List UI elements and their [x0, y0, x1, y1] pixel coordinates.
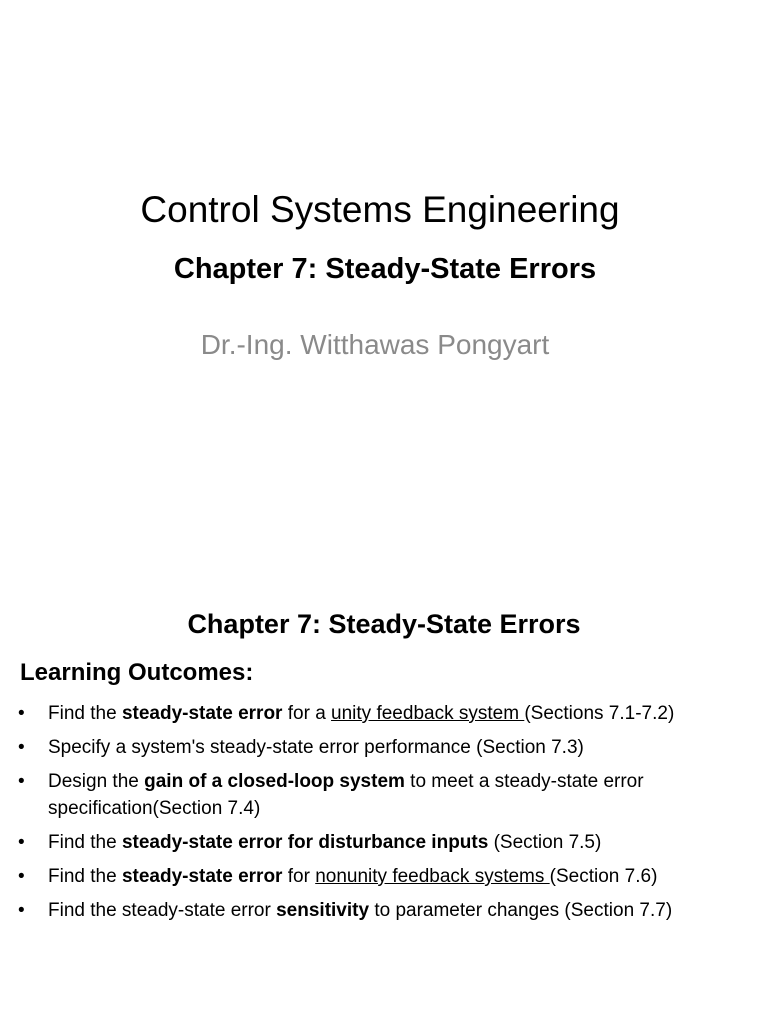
- underlined-text: unity feedback system: [331, 703, 525, 724]
- list-item: [18, 734, 758, 761]
- author-name: Dr.-Ing. Witthawas Pongyart: [200, 329, 550, 360]
- bold-text: steady-state error for disturbance inputs: [121, 832, 489, 853]
- learning-outcomes-heading: Learning Outcomes:: [20, 659, 254, 686]
- bold-text: steady-state error: [121, 703, 283, 724]
- bullet-icon: •: [18, 737, 25, 758]
- item-text: (Sections 7.1-7.2): [524, 703, 675, 724]
- list-item: [18, 768, 758, 822]
- bullet-icon: •: [18, 866, 25, 887]
- bold-text: steady-state error: [121, 866, 283, 887]
- list-item: [18, 829, 758, 856]
- slide-title: Chapter 7: Steady-State Errors: [187, 609, 581, 639]
- item-text: (Section 7.6): [549, 866, 658, 887]
- item-text: Specify a system's steady-state error performance (Section 7.3): [48, 737, 584, 758]
- item-text: to meet a steady-state error specification(Section 7.4): [48, 771, 644, 819]
- item-text: (Section 7.5): [488, 832, 602, 853]
- item-text: to parameter changes (Section 7.7): [369, 900, 673, 921]
- list-item: [18, 897, 758, 924]
- list-item: [18, 863, 758, 890]
- bold-text: sensitivity: [276, 900, 370, 921]
- list-item: [18, 700, 758, 727]
- item-text: for a: [282, 703, 332, 724]
- item-text: Find the: [48, 866, 122, 887]
- bullet-icon: •: [18, 900, 25, 921]
- learning-outcomes-slide: [0, 512, 768, 1024]
- course-title: Control Systems Engineering: [140, 189, 620, 230]
- bullet-icon: •: [18, 832, 25, 853]
- item-text: Find the: [48, 832, 122, 853]
- bold-text: gain of a closed-loop system: [144, 771, 405, 792]
- bullet-icon: •: [18, 771, 25, 792]
- item-text: Find the: [48, 703, 122, 724]
- underlined-text: nonunity feedback systems: [315, 866, 550, 887]
- bullet-icon: •: [18, 703, 25, 724]
- item-text: Find the steady-state error: [48, 900, 277, 921]
- item-text: for: [282, 866, 316, 887]
- chapter-subtitle: Chapter 7: Steady-State Errors: [173, 253, 597, 285]
- item-text: Design the: [48, 771, 145, 792]
- learning-outcomes-list: [18, 700, 758, 931]
